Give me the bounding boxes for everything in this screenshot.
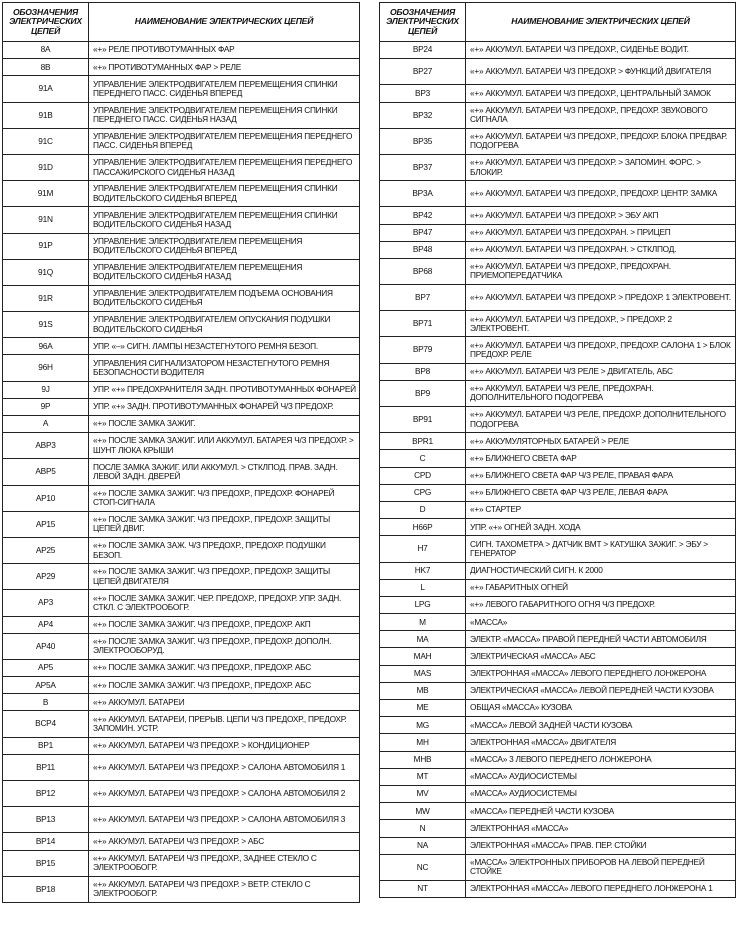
circuit-code: MAS [380,665,466,682]
table-row [3,633,360,659]
table-row [380,820,736,837]
circuit-description: УПРАВЛЕНИЕ ЭЛЕКТРОДВИГАТЕЛЕМ ПЕРЕМЕЩЕНИЯ СПИНКИ ПЕРЕДНЕГО ПАСС. СИДЕНЬЯ ВПЕРЕД [89,76,360,102]
circuit-description: «+» АККУМУЛ. БАТАРЕИ Ч/З ПРЕДОХР., ПРЕДОХР. БЛОКА ПРЕДВАР. ПОДОГРЕВА [466,128,736,154]
table-row [3,511,360,537]
table-row [3,590,360,616]
circuit-code: NA [380,837,466,854]
table-row [380,484,736,501]
circuit-description: ПОСЛЕ ЗАМКА ЗАЖИГ. ИЛИ АККУМУЛ. > СТКЛПОД. ПРАВ. ЗАДН. ЛЕВОЙ ЗАДН. ДВЕРЕЙ [89,459,360,485]
table-row [380,682,736,699]
circuit-description: «+» ПОСЛЕ ЗАМКА ЗАЖИГ. [89,416,360,433]
circuit-code: AP5A [3,677,89,694]
circuit-description: «+» АККУМУЛ. БАТАРЕИ Ч/З ПРЕДОХР. > САЛОНА АВТОМОБИЛЯ 3 [89,807,360,833]
circuit-code: BP11 [3,754,89,780]
circuit-code: AP4 [3,616,89,633]
table-row [380,631,736,648]
circuit-code: BP7 [380,285,466,311]
table-row [380,311,736,337]
circuit-code: NT [380,880,466,897]
circuit-description: «+» ПОСЛЕ ЗАМКА ЗАЖИГ. ЧЕР. ПРЕДОХР., ПРЕДОХР. УПР. ЗАДН. СТКЛ. С ЭЛЕКТРООБОГР. [89,590,360,616]
circuit-description: «МАССА» АУДИОСИСТЕМЫ [466,768,736,785]
circuit-description: «+» ГАБАРИТНЫХ ОГНЕЙ [466,579,736,596]
circuit-code: 91Q [3,259,89,285]
table-row [3,659,360,676]
table-row [3,754,360,780]
circuit-code: BP3A [380,181,466,207]
table-row [3,355,360,381]
circuit-description: «+» АККУМУЛ. БАТАРЕИ Ч/З ПРЕДОХР. > САЛОНА АВТОМОБИЛЯ 2 [89,781,360,807]
table-row [3,677,360,694]
circuit-description: ЭЛЕКТР. «МАССА» ПРАВОЙ ПЕРЕДНЕЙ ЧАСТИ АВТОМОБИЛЯ [466,631,736,648]
circuit-description: ЭЛЕКТРОННАЯ «МАССА» ЛЕВОГО ПЕРЕДНЕГО ЛОНЖЕРОНА [466,665,736,682]
table-row [380,85,736,102]
circuit-description: УПРАВЛЕНИЕ ЭЛЕКТРОДВИГАТЕЛЕМ ПЕРЕМЕЩЕНИЯ СПИНКИ ПЕРЕДНЕГО ПАСС. СИДЕНЬЯ НАЗАД [89,102,360,128]
circuit-description: «+» АККУМУЛ. БАТАРЕИ Ч/З РЕЛЕ, ПРЕДОХРАН. ДОПОЛНИТЕЛЬНОГО ПОДОГРЕВА [466,380,736,406]
circuit-description: ЭЛЕКТРИЧЕСКАЯ «МАССА» АБС [466,648,736,665]
circuit-description: «+» АККУМУЛ. БАТАРЕИ Ч/З ПРЕДОХР. > АБС [89,833,360,850]
circuit-description: «+» РЕЛЕ ПРОТИВОТУМАННЫХ ФАР [89,42,360,59]
circuit-description: «+» БЛИЖНЕГО СВЕТА ФАР Ч/З РЕЛЕ, ПРАВАЯ ФАРА [466,467,736,484]
circuit-code: BCP4 [3,711,89,737]
table-row [3,102,360,128]
circuit-code: MB [380,682,466,699]
circuit-code: MH [380,734,466,751]
table-row [380,837,736,854]
table-row [3,259,360,285]
circuit-description: «+» АККУМУЛ. БАТАРЕИ Ч/З ПРЕДОХР. > САЛОНА АВТОМОБИЛЯ 1 [89,754,360,780]
circuit-description: УПРАВЛЕНИЕ ЭЛЕКТРОДВИГАТЕЛЕМ ОПУСКАНИЯ ПОДУШКИ ВОДИТЕЛЬСКОГО СИДЕНЬЯ [89,312,360,338]
circuit-description: УПРАВЛЕНИЯ СИГНАЛИЗАТОРОМ НЕЗАСТЕГНУТОГО РЕМНЯ БЕЗОПАСНОСТИ ВОДИТЕЛЯ [89,355,360,381]
table-row [380,536,736,562]
table-row [3,398,360,415]
circuit-code: BP71 [380,311,466,337]
circuit-description: «МАССА» [466,614,736,631]
circuit-code: BP15 [3,850,89,876]
table-row [3,711,360,737]
circuit-code: B [3,694,89,711]
circuit-description: «МАССА» ПЕРЕДНЕЙ ЧАСТИ КУЗОВА [466,803,736,820]
table-row [380,648,736,665]
circuit-description: «+» ЛЕВОГО ГАБАРИТНОГО ОГНЯ Ч/З ПРЕДОХР. [466,596,736,613]
circuit-description: УПРАВЛЕНИЕ ЭЛЕКТРОДВИГАТЕЛЕМ ПЕРЕМЕЩЕНИЯ СПИНКИ ВОДИТЕЛЬСКОГО СИДЕНЬЯ НАЗАД [89,207,360,233]
circuit-description: «+» ПОСЛЕ ЗАМКА ЗАЖИГ. Ч/З ПРЕДОХР., ПРЕДОХР. АБС [89,677,360,694]
table-row [380,579,736,596]
circuit-description: УПРАВЛЕНИЕ ЭЛЕКТРОДВИГАТЕЛЕМ ПОДЪЕМА ОСНОВАНИЯ ВОДИТЕЛЬСКОГО СИДЕНЬЯ [89,285,360,311]
circuit-code: ME [380,700,466,717]
table-row [3,433,360,459]
circuit-code: 96H [3,355,89,381]
circuit-code: H7 [380,536,466,562]
circuit-description: ЭЛЕКТРОННАЯ «МАССА» ДВИГАТЕЛЯ [466,734,736,751]
circuit-description: «+» ПОСЛЕ ЗАМКА ЗАЖ. Ч/З ПРЕДОХР., ПРЕДОХР. ПОДУШКИ БЕЗОП. [89,537,360,563]
circuit-code: 8A [3,42,89,59]
circuit-code: BP32 [380,102,466,128]
circuit-code: NC [380,854,466,880]
table-row [3,781,360,807]
table-row [380,380,736,406]
table-row [3,181,360,207]
circuit-code: 91N [3,207,89,233]
circuit-description: «+» АККУМУЛ. БАТАРЕИ Ч/З ПРЕДОХР., СИДЕНЬЕ ВОДИТ. [466,42,736,59]
circuit-code: AP3 [3,590,89,616]
table-row [380,596,736,613]
table-row [380,854,736,880]
circuit-description: «+» ПОСЛЕ ЗАМКА ЗАЖИГ. Ч/З ПРЕДОХР., ПРЕДОХР. ЗАЩИТЫ ЦЕПЕЙ ДВИГ. [89,511,360,537]
circuit-code: CPG [380,484,466,501]
circuit-description: ЭЛЕКТРОННАЯ «МАССА» [466,820,736,837]
circuit-code: MAH [380,648,466,665]
table-row [3,616,360,633]
table-row [380,501,736,518]
circuit-description: УПР. «+» ОГНЕЙ ЗАДН. ХОДА [466,519,736,536]
table-row [380,734,736,751]
circuit-code: MHB [380,751,466,768]
circuit-code: BP24 [380,42,466,59]
name-header: НАИМЕНОВАНИЕ ЭЛЕКТРИЧЕСКИХ ЦЕПЕЙ [466,3,736,42]
circuit-description: «+» СТАРТЕР [466,501,736,518]
circuit-code: 91A [3,76,89,102]
circuit-code: BP79 [380,337,466,363]
table-row [3,850,360,876]
circuit-code: 9P [3,398,89,415]
circuit-description: «+» АККУМУЛ. БАТАРЕИ Ч/З ПРЕДОХР. > ВЕТР. СТЕКЛО С ЭЛЕКТРООБОГР. [89,876,360,902]
circuit-code: BP35 [380,128,466,154]
circuit-code: ABP3 [3,433,89,459]
circuit-code: AP15 [3,511,89,537]
circuit-code: BP8 [380,363,466,380]
circuit-code: AP29 [3,564,89,590]
table-row [380,717,736,734]
circuit-code: MT [380,768,466,785]
circuit-code: 91R [3,285,89,311]
table-row [3,42,360,59]
circuit-description: УПРАВЛЕНИЕ ЭЛЕКТРОДВИГАТЕЛЕМ ПЕРЕМЕЩЕНИЯ СПИНКИ ВОДИТЕЛЬСКОГО СИДЕНЬЯ ВПЕРЕД [89,181,360,207]
table-row [3,876,360,902]
circuit-description: «МАССА» ЛЕВОЙ ЗАДНЕЙ ЧАСТИ КУЗОВА [466,717,736,734]
circuit-code: 9J [3,381,89,398]
circuit-code: AP5 [3,659,89,676]
circuit-description: «+» АККУМУЛ. БАТАРЕИ Ч/З ПРЕДОХР. > КОНДИЦИОНЕР [89,737,360,754]
table-row [3,233,360,259]
circuit-code: 91S [3,312,89,338]
circuit-code: BP37 [380,154,466,180]
table-row [380,433,736,450]
table-row [380,768,736,785]
circuit-description: «+» АККУМУЛ. БАТАРЕИ Ч/З ПРЕДОХР., ПРЕДОХР. ЗВУКОВОГО СИГНАЛА [466,102,736,128]
circuit-description: «МАССА» АУДИОСИСТЕМЫ [466,785,736,802]
circuit-description: «+» АККУМУЛ. БАТАРЕИ Ч/З РЕЛЕ > ДВИГАТЕЛЬ, АБС [466,363,736,380]
circuit-code: BP3 [380,85,466,102]
table-row [380,42,736,59]
circuit-description: УПР. «+» ЗАДН. ПРОТИВОТУМАННЫХ ФОНАРЕЙ Ч/З ПРЕДОХР. [89,398,360,415]
table-row [380,363,736,380]
circuit-code: MW [380,803,466,820]
circuit-code: BP68 [380,258,466,284]
table-row [3,833,360,850]
table-row [380,207,736,224]
table-row [3,737,360,754]
circuit-description: «+» ПОСЛЕ ЗАМКА ЗАЖИГ. Ч/З ПРЕДОХР., ПРЕДОХР. ДОПОЛН. ЭЛЕКТРООБОРУД. [89,633,360,659]
circuit-code: AP40 [3,633,89,659]
circuit-code: BP13 [3,807,89,833]
circuit-description: УПРАВЛЕНИЕ ЭЛЕКТРОДВИГАТЕЛЕМ ПЕРЕМЕЩЕНИЯ ВОДИТЕЛЬСКОГО СИДЕНЬЯ ВПЕРЕД [89,233,360,259]
circuit-code: BP48 [380,241,466,258]
circuit-code: BP47 [380,224,466,241]
circuit-description: «+» АККУМУЛ. БАТАРЕИ Ч/З РЕЛЕ, ПРЕДОХР. ДОПОЛНИТЕЛЬНОГО ПОДОГРЕВА [466,407,736,433]
circuit-description: «+» АККУМУЛ. БАТАРЕИ Ч/З ПРЕДОХР., ПРЕДОХР. САЛОНА 1 > БЛОК ПРЕДОХР. РЕЛЕ [466,337,736,363]
table-row [380,751,736,768]
left-table-body [3,42,360,903]
circuit-description: «+» АККУМУЛ. БАТАРЕИ Ч/З ПРЕДОХР. > ЗАПОМИН. ФОРС. > БЛОКИР. [466,154,736,180]
circuit-code: 91D [3,154,89,180]
table-row [3,485,360,511]
circuit-code: 96A [3,338,89,355]
table-row [380,803,736,820]
circuit-description: «МАССА» 3 ЛЕВОГО ПЕРЕДНЕГО ЛОНЖЕРОНА [466,751,736,768]
circuit-description: «+» АККУМУЛ. БАТАРЕИ Ч/З ПРЕДОХР., ЗАДНЕЕ СТЕКЛО С ЭЛЕКТРООБОГР. [89,850,360,876]
table-row [380,102,736,128]
circuit-description: «+» АККУМУЛ. БАТАРЕИ Ч/З ПРЕДОХР., ПРЕДОХРАН. ПРИЕМОПЕРЕДАТЧИКА [466,258,736,284]
table-row [380,700,736,717]
circuit-code: MG [380,717,466,734]
table-row [3,76,360,102]
circuit-code: A [3,416,89,433]
circuit-code: AP10 [3,485,89,511]
circuit-description: «+» АККУМУЛ. БАТАРЕИ Ч/З ПРЕДОХР., ЦЕНТРАЛЬНЫЙ ЗАМОК [466,85,736,102]
table-row [3,459,360,485]
table-row [380,450,736,467]
circuit-description: «+» АККУМУЛ. БАТАРЕИ Ч/З ПРЕДОХР. > ПРЕДОХР. 1 ЭЛЕКТРОВЕНТ. [466,285,736,311]
circuit-description: «+» ПОСЛЕ ЗАМКА ЗАЖИГ. Ч/З ПРЕДОХР., ПРЕДОХР. АБС [89,659,360,676]
table-row [3,285,360,311]
circuit-code: H66P [380,519,466,536]
circuit-code: AP25 [3,537,89,563]
table-row [380,181,736,207]
table-row [380,407,736,433]
circuit-code: D [380,501,466,518]
circuit-description: «+» АККУМУЛ. БАТАРЕИ Ч/З ПРЕДОХР. > ЭБУ АКП [466,207,736,224]
table-row [3,807,360,833]
circuit-description: «+» ПОСЛЕ ЗАМКА ЗАЖИГ. Ч/З ПРЕДОХР., ПРЕДОХР. АКП [89,616,360,633]
circuit-code: BP12 [3,781,89,807]
circuit-code: BP27 [380,59,466,85]
table-row [3,59,360,76]
circuit-code: BPR1 [380,433,466,450]
name-header: НАИМЕНОВАНИЕ ЭЛЕКТРИЧЕСКИХ ЦЕПЕЙ [89,3,360,42]
table-row [3,381,360,398]
table-row [380,59,736,85]
table-row [380,467,736,484]
circuit-code: N [380,820,466,837]
table-row [380,337,736,363]
table-row [3,694,360,711]
table-row [3,564,360,590]
circuit-code: LPG [380,596,466,613]
circuit-code: 91P [3,233,89,259]
table-row [380,665,736,682]
circuit-code: L [380,579,466,596]
right-table-body [380,42,736,898]
table-row [3,537,360,563]
table-row [380,880,736,897]
table-row [380,154,736,180]
table-row [3,207,360,233]
table-row [380,285,736,311]
circuit-description: «+» БЛИЖНЕГО СВЕТА ФАР [466,450,736,467]
table-row [380,519,736,536]
circuit-code: MV [380,785,466,802]
code-header: ОБОЗНАЧЕНИЯ ЭЛЕКТРИЧЕСКИХ ЦЕПЕЙ [380,3,466,42]
circuit-code: CPD [380,467,466,484]
circuit-description: «+» БЛИЖНЕГО СВЕТА ФАР Ч/З РЕЛЕ, ЛЕВАЯ ФАРА [466,484,736,501]
circuit-description: «МАССА» ЭЛЕКТРОННЫХ ПРИБОРОВ НА ЛЕВОЙ ПЕРЕДНЕЙ СТОЙКЕ [466,854,736,880]
circuit-description: ЭЛЕКТРИЧЕСКАЯ «МАССА» ЛЕВОЙ ПЕРЕДНЕЙ ЧАСТИ КУЗОВА [466,682,736,699]
table-row [3,312,360,338]
table-row [380,614,736,631]
circuit-description: УПРАВЛЕНИЕ ЭЛЕКТРОДВИГАТЕЛЕМ ПЕРЕМЕЩЕНИЯ ПЕРЕДНЕГО ПАССАЖИРСКОГО СИДЕНЬЯ НАЗАД [89,154,360,180]
right-circuits-table [379,2,736,898]
circuit-description: УПРАВЛЕНИЕ ЭЛЕКТРОДВИГАТЕЛЕМ ПЕРЕМЕЩЕНИЯ ПЕРЕДНЕГО ПАСС. СИДЕНЬЯ ВПЕРЕД [89,128,360,154]
circuit-description: ЭЛЕКТРОННАЯ «МАССА» ПРАВ. ПЕР. СТОЙКИ [466,837,736,854]
circuit-description: «+» АККУМУЛЯТОРНЫХ БАТАРЕЙ > РЕЛЕ [466,433,736,450]
table-row [3,154,360,180]
circuit-code: M [380,614,466,631]
circuit-description: УПР. «+» ПРЕДОХРАНИТЕЛЯ ЗАДН. ПРОТИВОТУМАННЫХ ФОНАРЕЙ [89,381,360,398]
circuit-code: MA [380,631,466,648]
circuit-description: «+» АККУМУЛ. БАТАРЕИ Ч/З ПРЕДОХРАН. > СТКЛПОД. [466,241,736,258]
circuit-code: 91M [3,181,89,207]
circuit-description: «+» АККУМУЛ. БАТАРЕИ Ч/З ПРЕДОХР. > ФУНКЦИЙ ДВИГАТЕЛЯ [466,59,736,85]
circuit-description: «+» АККУМУЛ. БАТАРЕИ [89,694,360,711]
code-header: ОБОЗНАЧЕНИЯ ЭЛЕКТРИЧЕСКИХ ЦЕПЕЙ [3,3,89,42]
circuit-description: УПР. «–» СИГН. ЛАМПЫ НЕЗАСТЕГНУТОГО РЕМНЯ БЕЗОП. [89,338,360,355]
circuit-code: BP14 [3,833,89,850]
circuit-description: «+» ПОСЛЕ ЗАМКА ЗАЖИГ. ИЛИ АККУМУЛ. БАТАРЕЯ Ч/З ПРЕДОХР. > ШУНТ ЛЮКА КРЫШИ [89,433,360,459]
circuit-description: УПРАВЛЕНИЕ ЭЛЕКТРОДВИГАТЕЛЕМ ПЕРЕМЕЩЕНИЯ ВОДИТЕЛЬСКОГО СИДЕНЬЯ НАЗАД [89,259,360,285]
circuit-description: СИГН. ТАХОМЕТРА > ДАТЧИК ВМТ > КАТУШКА ЗАЖИГ. > ЭБУ > ГЕНЕРАТОР [466,536,736,562]
circuit-code: HK7 [380,562,466,579]
table-row [380,224,736,241]
circuit-description: «+» АККУМУЛ. БАТАРЕИ Ч/З ПРЕДОХР., > ПРЕДОХР. 2 ЭЛЕКТРОВЕНТ. [466,311,736,337]
table-row [380,241,736,258]
circuit-code: BP1 [3,737,89,754]
circuit-description: ЭЛЕКТРОННАЯ «МАССА» ЛЕВОГО ПЕРЕДНЕГО ЛОНЖЕРОНА 1 [466,880,736,897]
left-circuits-table [2,2,360,903]
circuit-description: «+» ПОСЛЕ ЗАМКА ЗАЖИГ. Ч/З ПРЕДОХР., ПРЕДОХР. ЗАЩИТЫ ЦЕПЕЙ ДВИГАТЕЛЯ [89,564,360,590]
circuit-code: BP42 [380,207,466,224]
circuit-description: «+» АККУМУЛ. БАТАРЕИ, ПРЕРЫВ. ЦЕПИ Ч/З ПРЕДОХР., ПРЕДОХР. ЗАПОМИН. УСТР. [89,711,360,737]
circuit-code: 8B [3,59,89,76]
circuit-description: «+» АККУМУЛ. БАТАРЕИ Ч/З ПРЕДОХР., ПРЕДОХР. ЦЕНТР. ЗАМКА [466,181,736,207]
circuit-code: 91C [3,128,89,154]
table-row [380,785,736,802]
circuit-description: ДИАГНОСТИЧЕСКИЙ СИГН. К 2000 [466,562,736,579]
circuit-description: «+» ПРОТИВОТУМАННЫХ ФАР > РЕЛЕ [89,59,360,76]
circuit-code: BP18 [3,876,89,902]
circuit-description: ОБЩАЯ «МАССА» КУЗОВА [466,700,736,717]
circuit-description: «+» ПОСЛЕ ЗАМКА ЗАЖИГ. Ч/З ПРЕДОХР., ПРЕДОХР. ФОНАРЕЙ СТОП-СИГНАЛА [89,485,360,511]
circuit-code: ABP5 [3,459,89,485]
table-row [380,562,736,579]
table-row [3,338,360,355]
circuit-code: C [380,450,466,467]
table-row [380,128,736,154]
circuit-code: 91B [3,102,89,128]
circuit-code: BP9 [380,380,466,406]
circuit-code: BP91 [380,407,466,433]
circuit-description: «+» АККУМУЛ. БАТАРЕИ Ч/З ПРЕДОХРАН. > ПРИЦЕП [466,224,736,241]
table-row [3,416,360,433]
table-row [3,128,360,154]
table-row [380,258,736,284]
